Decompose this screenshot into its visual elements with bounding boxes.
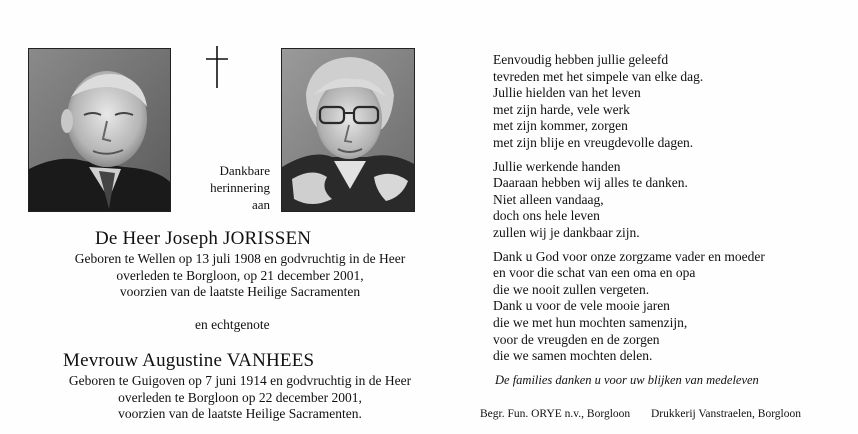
dedication-line: herinnering [210, 180, 270, 195]
person1-line: Geboren te Wellen op 13 juli 1908 en godvruchtig in de Heer [74, 251, 406, 266]
poem-line: met zijn blije en vreugdevolle dagen. [493, 134, 694, 150]
poem-stanza [493, 249, 765, 365]
poem-line: die we samen mochten delen. [493, 348, 653, 364]
poem-line: met zijn harde, vele werk [493, 101, 630, 117]
portrait-photo-man [28, 48, 171, 212]
dedication-text [180, 162, 270, 213]
person2-name: Mevrouw Augustine VANHEES [63, 350, 315, 371]
poem-line: die we nooit zullen vergeten. [493, 281, 650, 297]
cross-icon [206, 46, 228, 88]
poem-line: en voor die schat van een oma en opa [493, 265, 696, 281]
family-thanks: De families danken u voor uw blijken van medeleven [495, 373, 759, 387]
printer-credit: Drukkerij Vanstraelen, Borgloon [651, 408, 802, 420]
person2-line: voorzien van de laatste Heilige Sacramenten. [118, 406, 362, 421]
person2-line: Geboren te Guigoven op 7 juni 1914 en godvruchtig in de Heer [68, 373, 412, 388]
poem-line: doch ons hele leven [493, 208, 600, 224]
person1-name: De Heer Joseph JORISSEN [95, 228, 312, 249]
poem-line: tevreden met het simpele van elke dag. [493, 68, 704, 84]
dedication-line: aan [251, 197, 270, 212]
poem-line: voor de vreugden en de zorgen [493, 331, 660, 347]
poem-line: die we met hun mochten samenzijn, [493, 314, 688, 330]
spouse-connector: en echtgenote [195, 317, 270, 332]
funeral-home-credit: Begr. Fun. ORYE n.v., Borgloon [480, 408, 631, 420]
poem-stanza [493, 159, 765, 242]
poem-line: Eenvoudig hebben jullie geleefd [493, 52, 669, 67]
dedication-line: Dankbare [219, 163, 270, 178]
memorial-poem [493, 52, 765, 372]
poem-line: Dank u voor de vele mooie jaren [493, 298, 670, 314]
portrait-photo-woman [281, 48, 415, 212]
person1-details [40, 251, 440, 301]
poem-line: Niet alleen vandaag, [493, 191, 604, 207]
poem-line: Jullie hielden van het leven [493, 85, 641, 101]
poem-line: Daaraan hebben wij alles te danken. [493, 175, 688, 191]
poem-line: Jullie werkende handen [493, 158, 621, 174]
poem-line: met zijn kommer, zorgen [493, 118, 628, 134]
person1-line: voorzien van de laatste Heilige Sacramenten [119, 284, 361, 299]
person1-line: overleden te Borgloon, op 21 december 2001, [116, 267, 364, 283]
poem-line: Dank u God voor onze zorgzame vader en moeder [493, 248, 765, 264]
poem-stanza [493, 52, 765, 152]
person2-line: overleden te Borgloon op 22 december 2001, [118, 389, 362, 405]
person2-details [40, 373, 440, 423]
poem-line: zullen wij je dankbaar zijn. [493, 224, 640, 240]
